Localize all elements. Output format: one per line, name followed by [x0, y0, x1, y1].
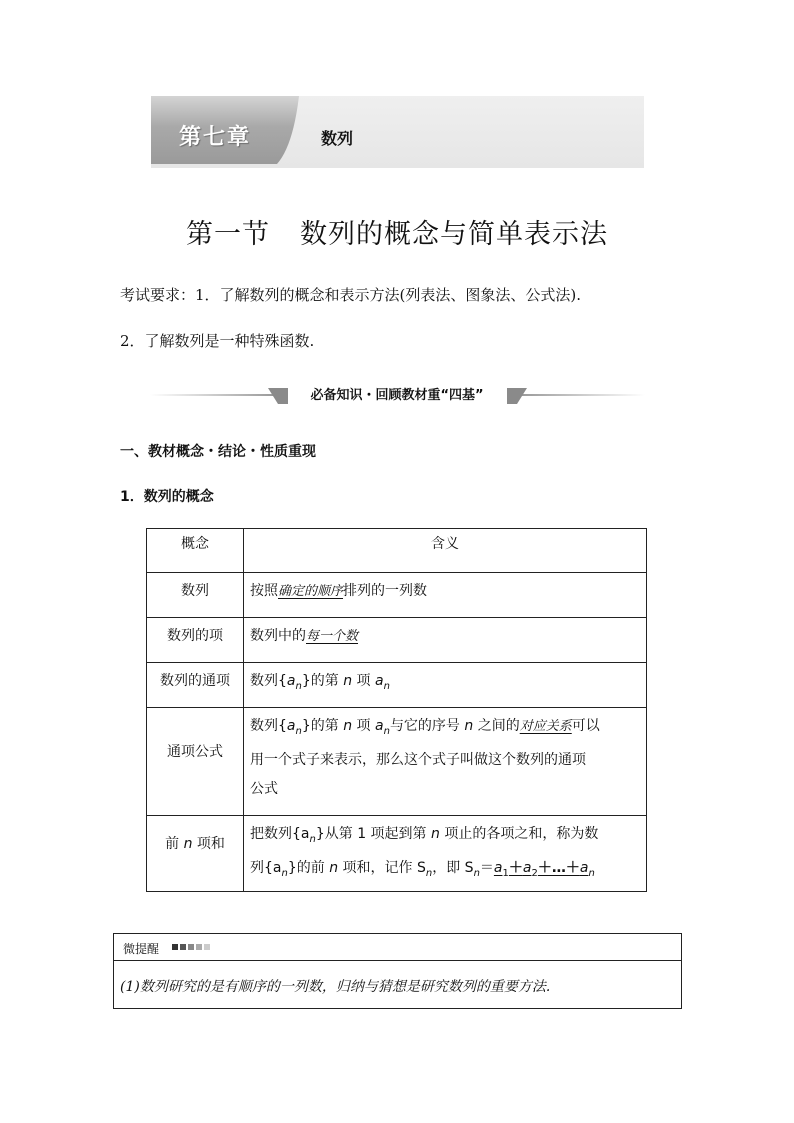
math-sub: 2 — [531, 867, 538, 879]
section-title — [0, 212, 794, 251]
square-icon — [180, 944, 186, 950]
meaning-text: 列{a — [250, 859, 282, 876]
math-sub: n — [295, 680, 302, 692]
table-header-meaning: 含义 — [244, 529, 647, 573]
square-icon — [188, 944, 194, 950]
table-header-row — [147, 529, 647, 573]
section-name: 数列的概念与简单表示法 — [300, 219, 608, 250]
meaning-text: 可以 — [571, 718, 600, 734]
meaning-text: 按照 — [250, 583, 278, 599]
meaning-key-phrase: 对应关系 — [519, 719, 572, 734]
math-sub: n — [295, 725, 302, 737]
meaning-text: 与它的序号 — [389, 718, 465, 734]
table-cell-meaning — [244, 618, 647, 663]
math-var: n — [343, 673, 353, 689]
math-var: a — [286, 718, 296, 734]
table-row — [147, 663, 647, 708]
math-sub: 1 — [502, 867, 509, 879]
table-cell-meaning — [244, 708, 647, 816]
meaning-text: }的第 — [301, 673, 344, 689]
chapter-banner — [151, 96, 644, 168]
chapter-tab — [151, 96, 299, 168]
math-op: ＋ — [508, 859, 523, 876]
table-cell-term: 通项公式 — [147, 708, 244, 816]
meaning-text: 项和，记作 S — [338, 859, 426, 876]
meaning-text: 排列的一列数 — [343, 583, 428, 599]
math-var: a — [493, 859, 503, 876]
meaning-key-phrase: 确定的顺序 — [278, 584, 344, 599]
table-header-concept: 概念 — [147, 529, 244, 573]
meaning-text: }的前 — [287, 859, 330, 876]
math-sub: n — [281, 867, 288, 879]
term-text: 项和 — [192, 836, 225, 852]
square-icon — [204, 944, 210, 950]
math-var: a — [579, 859, 589, 876]
math-sub: n — [473, 867, 480, 879]
table-cell-meaning — [244, 573, 647, 618]
tip-label: 微提醒 — [123, 942, 160, 956]
table-cell-meaning — [244, 816, 647, 892]
requirements-line-1: 考试要求：1．了解数列的概念和表示方法(列表法、图象法、公式法). — [120, 286, 582, 304]
tip-squares-icon — [172, 944, 212, 963]
divider-title: 必备知识・回顾教材重“四基” — [310, 388, 484, 403]
chapter-number: 第七章 — [179, 125, 252, 150]
math-var: a — [375, 718, 384, 734]
heading-level-2: 1．数列的概念 — [120, 489, 214, 505]
table-cell-term: 数列的项 — [147, 618, 244, 663]
math-var: n — [343, 718, 353, 734]
math-op: ＋…＋ — [537, 859, 580, 876]
math-sub: n — [309, 833, 316, 845]
tip-box — [113, 933, 682, 1009]
math-var: n — [183, 836, 193, 852]
meaning-key-phrase: 每一个数 — [306, 629, 359, 644]
table-row — [147, 816, 647, 892]
meaning-text: 把数列{a — [250, 826, 310, 842]
meaning-text: 项 — [352, 673, 375, 689]
table-row — [147, 573, 647, 618]
math-sub: n — [383, 725, 390, 737]
math-sub: n — [425, 867, 433, 879]
meaning-text: }的第 — [301, 718, 344, 734]
meaning-text: 之间的 — [473, 718, 520, 734]
meaning-text: 公式 — [250, 780, 278, 797]
tip-text: (1)数列研究的是有顺序的一列数，归纳与猜想是研究数列的重要方法. — [120, 979, 551, 995]
table-cell-term: 数列 — [147, 573, 244, 618]
math-sub: n — [588, 867, 595, 879]
math-sub: n — [383, 680, 390, 692]
tip-header — [114, 934, 681, 961]
requirements-line-2: 2．了解数列是一种特殊函数. — [120, 332, 315, 350]
term-text: 前 — [165, 836, 184, 852]
meaning-text: 项 — [352, 718, 375, 734]
math-var: n — [464, 718, 474, 734]
meaning-text: 数列{ — [250, 718, 287, 734]
square-icon — [196, 944, 202, 950]
meaning-text: 数列中的 — [250, 628, 306, 644]
math-op: ＝ — [479, 859, 494, 876]
meaning-text: 用一个式子来表示，那么这个式子叫做这个数列的通项 — [250, 751, 586, 768]
heading-level-1: 一、教材概念・结论・性质重现 — [120, 444, 316, 460]
math-var: a — [375, 673, 384, 689]
meaning-text: ，即 S — [432, 859, 474, 876]
table-cell-term: 数列的通项 — [147, 663, 244, 708]
math-var: a — [286, 673, 296, 689]
meaning-text: 数列{ — [250, 673, 287, 689]
math-var: a — [522, 859, 532, 876]
meaning-text: }从第 1 项起到第 — [315, 826, 432, 842]
table-row — [147, 618, 647, 663]
table-row — [147, 708, 647, 816]
math-var: n — [431, 826, 440, 842]
sum-expression — [493, 859, 595, 879]
meaning-text: 项止的各项之和，称为数 — [439, 826, 599, 842]
table-cell-term — [147, 816, 244, 892]
math-var: n — [329, 859, 339, 876]
chapter-title: 数列 — [321, 129, 354, 148]
table-cell-meaning — [244, 663, 647, 708]
concept-table — [146, 528, 647, 892]
section-number: 第一节 — [186, 219, 270, 250]
square-icon — [172, 944, 178, 950]
